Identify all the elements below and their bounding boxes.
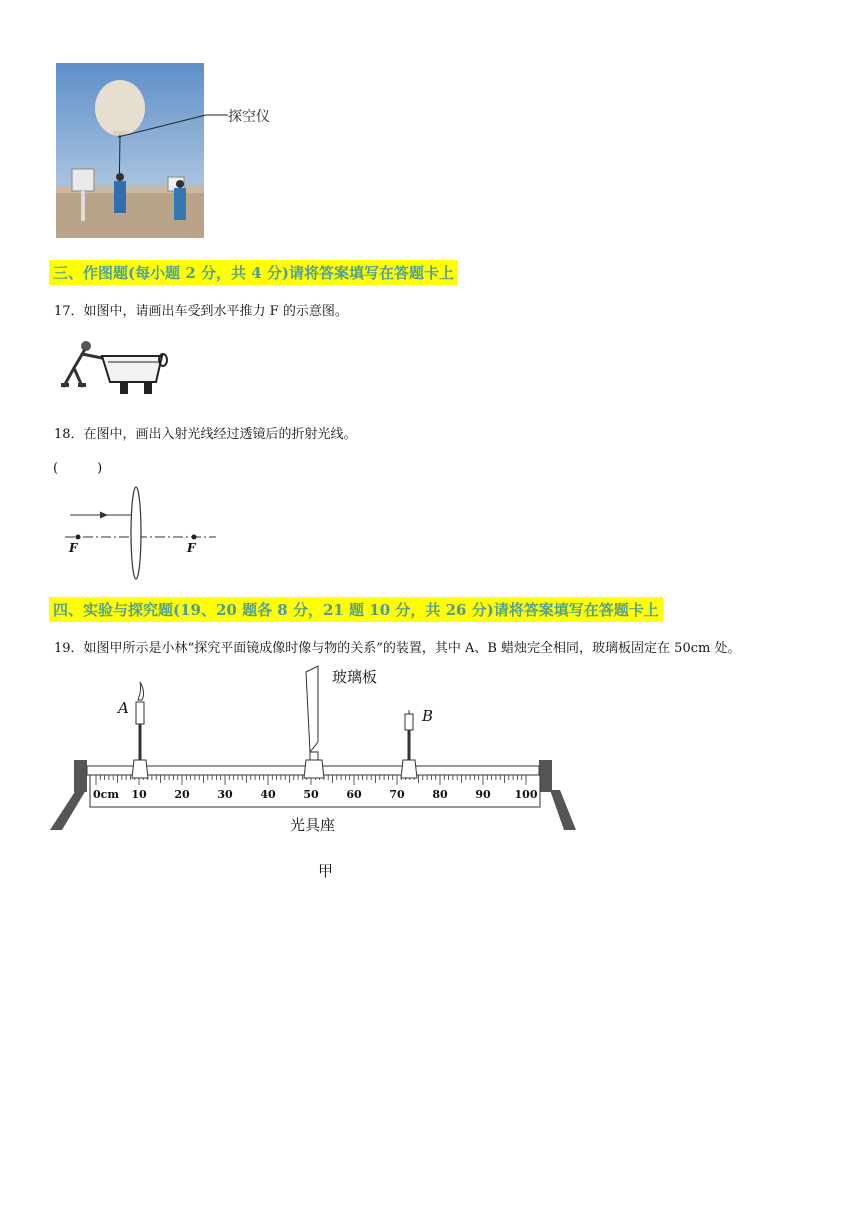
focus-right-label: F: [187, 541, 196, 555]
ruler-tick-label: 30: [217, 788, 233, 801]
candle-a: [132, 682, 148, 778]
ruler-tick-label: 70: [389, 788, 405, 801]
ruler-tick-label: 10: [131, 788, 147, 801]
glass-plate-label: 玻璃板: [332, 668, 378, 686]
optical-bench-label: 光具座: [290, 816, 336, 834]
probe-pointer-line: [118, 110, 230, 150]
ruler-tick-label: 50: [303, 788, 319, 801]
ruler-tick-label: 90: [475, 788, 491, 801]
glass-plate: [304, 666, 324, 778]
ruler-tick-label: 60: [346, 788, 362, 801]
candle-b: [401, 710, 417, 778]
optical-bench-figure: [48, 660, 588, 844]
question-19-text: 19．如图甲所示是小林“探究平面镜成像时像与物的关系”的装置，其中 A、B 蜡烛完全相同，玻璃板固定在 50cm 处。: [54, 641, 741, 656]
figure-caption: 甲: [318, 862, 334, 880]
question-18-text: 18．在图中，画出入射光线经过透镜后的折射光线。: [54, 427, 357, 442]
question-17-text: 17．如图中，请画出车受到水平推力 F 的示意图。: [54, 304, 348, 319]
section-4-header: 四、实验与探究题(19、20 题各 8 分，21 题 10 分，共 26 分)请将答案填写在答题卡上: [49, 597, 663, 622]
ruler-tick-label: 20: [174, 788, 190, 801]
weather-balloon-photo: [56, 63, 204, 238]
candle-b-label: B: [422, 707, 434, 725]
candle-a-label: A: [118, 699, 129, 717]
ruler-tick-label: 40: [260, 788, 276, 801]
ruler-tick-label: 100: [514, 788, 538, 801]
ruler-tick-label: 80: [432, 788, 448, 801]
cart-push-figure: [58, 338, 168, 404]
probe-label: 探空仪: [228, 109, 270, 125]
convex-lens-figure: [60, 485, 220, 589]
focus-left-label: F: [69, 541, 78, 555]
answer-paren: ( ): [53, 461, 103, 476]
section-3-header: 三、作图题(每小题 2 分，共 4 分)请将答案填写在答题卡上: [49, 260, 458, 285]
ruler-tick-label: 0cm: [93, 788, 119, 801]
